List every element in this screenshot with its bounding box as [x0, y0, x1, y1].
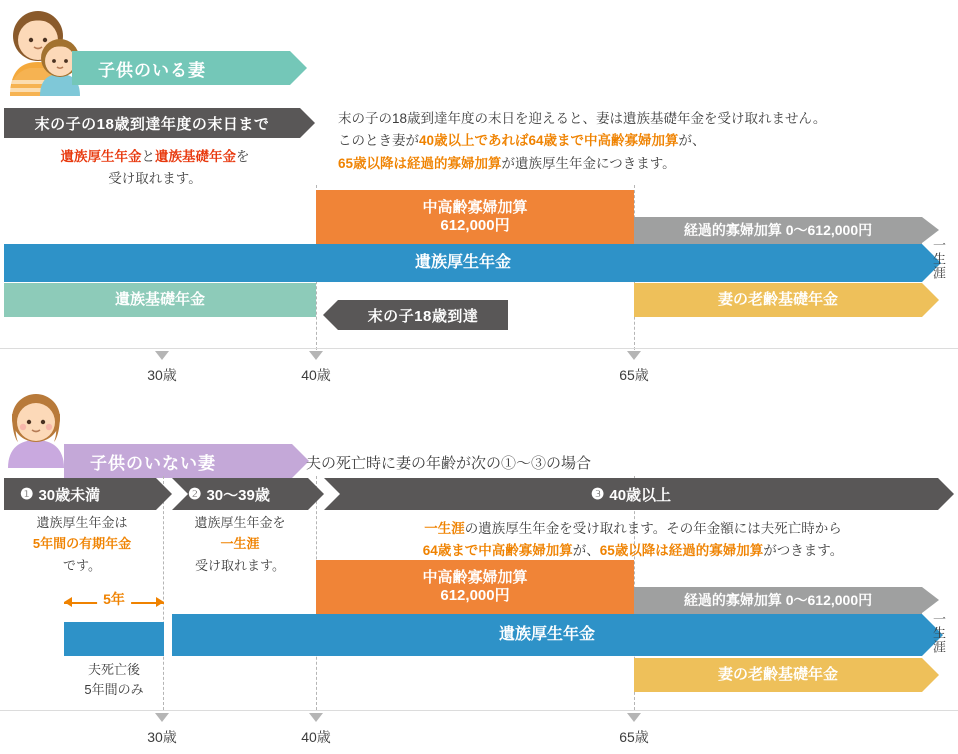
bottom-rourei-kiso-arrow-icon [922, 658, 939, 692]
top-tick-65 [627, 351, 641, 360]
top-axis-line [0, 348, 958, 349]
bottom-tick-30 [155, 713, 169, 722]
bottom-tick-40 [309, 713, 323, 722]
top-dark-tag [4, 108, 300, 138]
top-tick-label-65: 65歳 [619, 367, 649, 383]
bottom-segment-2-num: ❷ [188, 486, 202, 503]
top-desc-line2-c: が、 [678, 133, 706, 149]
bottom-bar-rourei-kiso [634, 658, 922, 692]
bottom-segment-3-num: ❸ [590, 486, 605, 503]
bottom-note-3-l2-a: 64歳まで中高齢寡婦加算 [422, 543, 573, 559]
bottom-note-2-l1: 遺族厚生年金を [194, 515, 286, 530]
top-bar-izoku-kosei [4, 244, 922, 282]
bottom-segment-2 [172, 478, 308, 510]
bottom-bar-izoku-kosei-label: 遺族厚生年金 [498, 626, 595, 644]
bottom-note-1 [6, 512, 158, 576]
bottom-banner-label: 子供のいない妻 [90, 453, 216, 473]
top-desc-line2-b: 40歳以上であれば64歳まで中高齢寡婦加算 [419, 133, 679, 149]
top-banner-label: 子供のいる妻 [98, 60, 206, 80]
bottom-bar-keika-label: 経過的寡婦加算 0〜612,000円 [683, 592, 873, 609]
top-left-note-c: 遺族基礎年金 [155, 149, 236, 164]
top-tick-label-30: 30歳 [147, 367, 177, 383]
bottom-banner [64, 444, 292, 478]
top-bar-izoku-kiso [4, 283, 316, 317]
bottom-under-note [52, 660, 176, 699]
bottom-note-3-l1-a: 一生涯 [424, 521, 465, 536]
bottom-segment-1 [4, 478, 156, 510]
top-dark-tag-label: 末の子の18歳到達年度の末日まで [34, 115, 270, 133]
bottom-segment-3 [324, 478, 938, 510]
bottom-under-note-l2: 5年間のみ [84, 681, 144, 697]
top-bar-rourei-kiso-label: 妻の老齢基礎年金 [717, 291, 838, 308]
five-year-arrow-left-icon [64, 597, 72, 607]
bottom-segment-1-label: 30歳未満 [38, 486, 101, 504]
bottom-banner-note: 夫の死亡時に妻の年齢が次の①〜③の場合 [306, 455, 592, 472]
top-left-note-line2: 受け取れます。 [108, 171, 202, 187]
bottom-tick-65 [627, 713, 641, 722]
segment-3-notch-icon [324, 478, 340, 510]
bottom-note-1-l3: です。 [63, 557, 101, 573]
segment-3-arrow-icon [938, 478, 954, 510]
bottom-note-2-l3: 受け取れます。 [195, 557, 285, 573]
bottom-bar-rourei-kiso-label: 妻の老齢基礎年金 [717, 666, 838, 683]
top-bar-izoku-kiso-label: 遺族基礎年金 [114, 291, 205, 308]
top-left-note-b: と [141, 149, 155, 164]
banner-arrow-icon [290, 51, 307, 85]
bottom-note-1-l1: 遺族厚生年金は [36, 515, 128, 530]
bottom-note-1-l2: 5年間の有期年金 [32, 536, 132, 552]
bottom-keika-arrow-icon [922, 587, 939, 613]
bottom-note-3-l2-c: 65歳以降は経過的寡婦加算 [599, 543, 764, 559]
bottom-life-label: 一生涯 [931, 612, 947, 654]
top-description [338, 108, 938, 175]
bottom-note-3-l2-b: が、 [572, 543, 600, 559]
segment-1-arrow-icon [156, 478, 172, 510]
top-desc-line3-b: が遺族厚生年金につきます。 [501, 155, 676, 171]
dark-tag-arrow-icon [300, 108, 315, 138]
bottom-note-2 [170, 512, 310, 576]
segment-2-arrow-icon [308, 478, 324, 510]
bottom-note-2-l2: 一生涯 [220, 536, 260, 552]
top-callout-label: 末の子18歳到達 [367, 307, 479, 325]
top-bar-chukorei [316, 190, 634, 244]
bottom-bar-chukorei-l2: 612,000円 [440, 587, 510, 604]
bottom-bar-chukorei-l1: 中高齢寡婦加算 [422, 569, 528, 586]
top-bar-chukorei-l2: 612,000円 [440, 217, 510, 234]
top-bar-keika-label: 経過的寡婦加算 0〜612,000円 [683, 222, 873, 239]
bottom-bar-chukorei [316, 560, 634, 614]
bottom-segment-2-label: 30〜39歳 [206, 486, 270, 504]
top-tick-30 [155, 351, 169, 360]
top-life-label: 一生涯 [931, 238, 947, 280]
bottom-tick-label-40: 40歳 [301, 729, 331, 745]
bottom-under-note-l1: 夫死亡後 [87, 662, 140, 677]
five-year-label: 5年 [97, 589, 131, 609]
bottom-note-3 [330, 518, 936, 563]
top-desc-line2-a: このとき妻が [338, 133, 419, 149]
top-left-note [10, 146, 300, 191]
five-year-arrow-right-icon [156, 597, 164, 607]
bottom-note-3-l2-d: がつきます。 [763, 543, 844, 559]
top-bar-izoku-kosei-label: 遺族厚生年金 [414, 254, 511, 272]
bottom-bar-keika [634, 587, 922, 614]
top-bar-chukorei-l1: 中高齢寡婦加算 [422, 199, 528, 216]
top-bar-rourei-kiso [634, 283, 922, 317]
bottom-tick-label-30: 30歳 [147, 729, 177, 745]
top-tick-40 [309, 351, 323, 360]
top-tick-label-40: 40歳 [301, 367, 331, 383]
bottom-segment-1-num: ❶ [20, 486, 34, 503]
top-desc-line1: 末の子の18歳到達年度の末日を迎えると、妻は遺族基礎年金を受け取れません。 [338, 111, 827, 126]
top-desc-line3-a: 65歳以降は経過的寡婦加算 [338, 155, 502, 171]
rourei-kiso-arrow-icon [922, 283, 939, 317]
top-left-note-d: を [236, 149, 250, 164]
five-year-span [64, 592, 164, 612]
bottom-bar-izoku-kosei [172, 614, 922, 656]
top-left-note-a: 遺族厚生年金 [60, 149, 142, 164]
callout-arrow-icon [323, 300, 338, 330]
top-callout [338, 300, 508, 330]
bottom-axis-line [0, 710, 958, 711]
bottom-note-3-l1-b: の遺族厚生年金を受け取れます。その年金額には夫死亡時から [464, 521, 842, 536]
top-banner [72, 51, 290, 85]
bottom-segment-3-label: 40歳以上 [609, 486, 672, 504]
segment-2-notch-icon [172, 478, 188, 510]
bottom-tick-label-65: 65歳 [619, 729, 649, 745]
top-bar-keika [634, 217, 922, 244]
bottom-bar-izoku-kosei-5year [64, 622, 164, 656]
